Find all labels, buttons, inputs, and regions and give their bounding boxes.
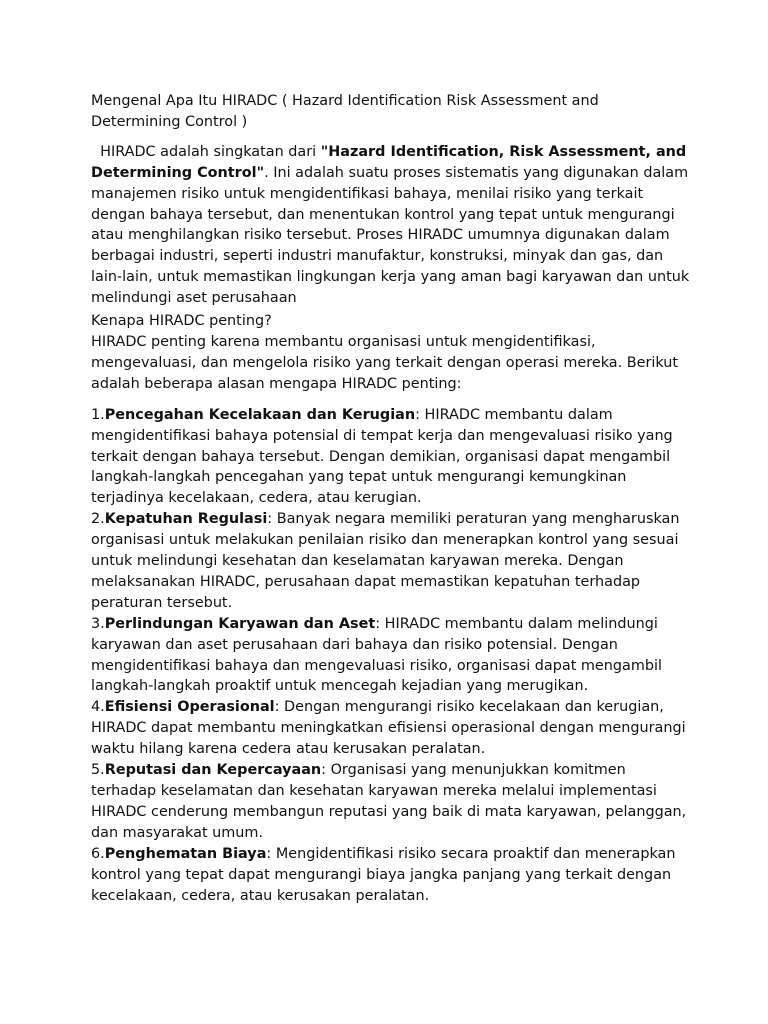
list-item-text: : HIRADC membantu dalam melindungi karyawan dan aset perusahaan dari bahaya dan risiko potensial. Dengan mengidentifikasi bahaya dan mengevaluasi risiko, organisasi dapat mengambil langkah-langkah proaktif untuk mencegah kejadian yang merugikan. [91, 615, 663, 695]
list-item-title: Kepatuhan Regulasi [104, 511, 268, 528]
document-title: Mengenal Apa Itu HIRADC ( Hazard Identification Risk Assessment and Determining Control ) [91, 93, 599, 130]
list-item-text: : HIRADC membantu dalam mengidentifikasi bahaya potensial di tempat kerja dan mengevaluasi risiko yang terkait dengan bahaya tersebut. Dengan demikian, organisasi dapat mengambil langkah-langkah pencegahan yang tepat untuk mengurangi kemungkinan terjadinya kecelakaan, cedera, atau kerugian. [91, 406, 673, 507]
why-heading: Kenapa HIRADC penting? [91, 313, 272, 330]
list-item-number: 2. [91, 511, 105, 528]
list-item-number: 1. [91, 406, 105, 423]
intro-lead: HIRADC adalah singkatan dari [91, 143, 321, 160]
intro-rest: . Ini adalah suatu proses sistematis yang digunakan dalam manajemen risiko untuk mengidentifikasi bahaya, menilai risiko yang terkait dengan bahaya tersebut, dan menentukan kontrol yang tepat untuk mengurangi atau menghilangkan risiko tersebut. Proses HIRADC umumnya digunakan dalam berbagai industri, seperti industri manufaktur, konstruksi, minyak dan gas, dan lain-lain, untuk memastikan lingkungan kerja yang aman bagi karyawan dan untuk melindungi aset perusahaan [91, 164, 690, 307]
spacer [91, 395, 691, 405]
intro-paragraph [91, 142, 691, 309]
list-item-title: Efisiensi Operasional [104, 699, 275, 716]
list-item-title: Perlindungan Karyawan dan Aset [104, 615, 376, 632]
list-item-number: 5. [91, 762, 105, 779]
list-item [91, 844, 691, 907]
list-item [91, 405, 691, 510]
list-item [91, 614, 691, 698]
reasons-list [91, 405, 691, 907]
why-paragraph: HIRADC penting karena membantu organisasi untuk mengidentifikasi, mengevaluasi, dan mengelola risiko yang terkait dengan operasi mereka. Berikut adalah beberapa alasan mengapa HIRADC penting: [91, 333, 679, 392]
list-item-text: : Banyak negara memiliki peraturan yang mengharuskan organisasi untuk melakukan penilaian risiko dan menerapkan kontrol yang sesuai untuk melindungi kesehatan dan keselamatan karyawan mereka. Dengan melaksanakan HIRADC, perusahaan dapat memastikan kepatuhan terhadap peraturan tersebut. [91, 511, 680, 611]
document-page [91, 91, 691, 906]
intro-bold-term: "Hazard Identification, Risk Assessment, and Determining Control" [91, 143, 687, 181]
list-item-text: : Mengidentifikasi risiko secara proaktif dan menerapkan kontrol yang tepat dapat mengurangi biaya jangka panjang yang terkait dengan kecelakaan, cedera, atau kerusakan peralatan. [91, 845, 676, 904]
list-item-title: Reputasi dan Kepercayaan [104, 762, 322, 779]
list-item [91, 760, 691, 844]
list-item-number: 3. [91, 615, 105, 632]
list-item-title: Penghematan Biaya [104, 845, 267, 862]
list-item-text: : Organisasi yang menunjukkan komitmen terhadap keselamatan dan kesehatan karyawan mereka melalui implementasi HIRADC cenderung membangun reputasi yang baik di mata karyawan, pelanggan, dan masyarakat umum. [91, 762, 687, 841]
list-item-number: 6. [91, 845, 105, 862]
list-item-title: Pencegahan Kecelakaan dan Kerugian [104, 406, 416, 423]
list-item-number: 4. [91, 699, 105, 716]
list-item [91, 697, 691, 760]
list-item [91, 509, 691, 614]
list-item-text: : Dengan mengurangi risiko kecelakaan dan kerugian, HIRADC dapat membantu meningkatkan efisiensi operasional dengan mengurangi waktu hilang karena cedera atau kerusakan peralatan. [91, 699, 686, 758]
